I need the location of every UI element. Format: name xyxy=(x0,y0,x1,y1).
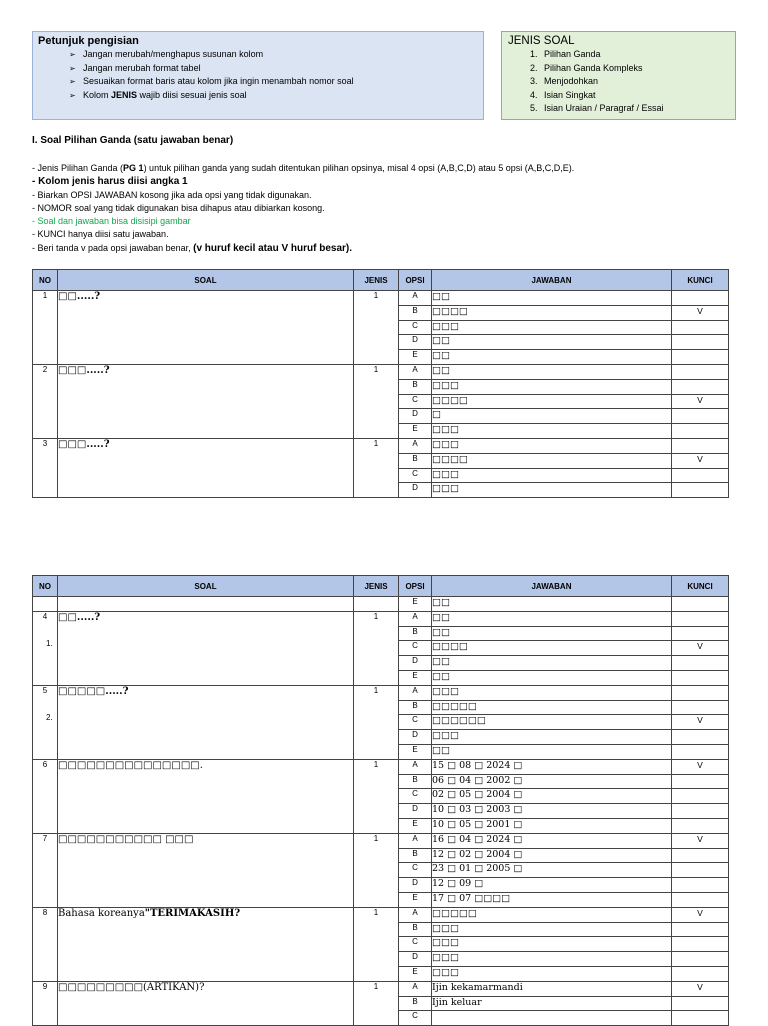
answer-text[interactable]: □□□ xyxy=(432,320,672,335)
jenis-soal-item: 4. Isian Singkat xyxy=(540,89,735,103)
answer-text[interactable]: □□□□ xyxy=(432,641,672,656)
arrow-bullet-icon: ➢ xyxy=(69,63,76,73)
petunjuk-title: Petunjuk pengisian xyxy=(38,35,139,47)
answer-key[interactable] xyxy=(672,863,729,878)
instructions xyxy=(32,162,752,255)
question-text: Bahasa koreanya xyxy=(58,907,145,919)
answer-key[interactable] xyxy=(672,892,729,907)
option-letter: E xyxy=(399,597,432,612)
answer-text[interactable]: □□□ xyxy=(432,922,672,937)
instruction-text: - Beri tanda v pada opsi jawaban benar, xyxy=(32,242,194,253)
answer-text[interactable]: □□□ xyxy=(432,468,672,483)
answer-key[interactable]: V xyxy=(672,453,729,468)
table-row xyxy=(33,685,729,700)
question-number: 2 xyxy=(33,364,58,438)
option-letter: D xyxy=(399,483,432,498)
answer-key[interactable] xyxy=(672,409,729,424)
question-text-cell[interactable] xyxy=(46,685,354,759)
question-text-cell[interactable] xyxy=(58,438,354,497)
answer-key[interactable]: V xyxy=(672,305,729,320)
option-letter: A xyxy=(399,611,432,626)
answer-text[interactable]: □□□ xyxy=(432,937,672,952)
question-number: 7 xyxy=(33,833,58,907)
answer-key[interactable]: V xyxy=(672,394,729,409)
answer-key[interactable] xyxy=(672,700,729,715)
table-row xyxy=(33,833,729,848)
answer-key[interactable] xyxy=(672,952,729,967)
answer-text[interactable]: 12 □ 09 □ xyxy=(432,878,672,893)
table-header-row xyxy=(33,270,729,291)
answer-key[interactable] xyxy=(672,364,729,379)
answer-key[interactable]: V xyxy=(672,641,729,656)
table-row xyxy=(33,438,729,453)
option-letter: A xyxy=(399,291,432,306)
col-header-opsi: OPSI xyxy=(399,576,432,597)
answer-key[interactable]: V xyxy=(672,907,729,922)
jenis-soal-item: 2. Pilihan Ganda Kompleks xyxy=(540,62,735,76)
instruction-text: ) untuk pilihan ganda yang sudah ditentukan pilihan opsinya, misal 4 opsi (A,B,C,D) atau 5 opsi (A,B,C,D,E). xyxy=(143,163,575,173)
col-header-jawaban: JAWABAN xyxy=(432,270,672,291)
answer-text[interactable]: 10 □ 03 □ 2003 □ xyxy=(432,804,672,819)
jenis-soal-list xyxy=(502,48,735,116)
answer-key[interactable] xyxy=(672,730,729,745)
petunjuk-item xyxy=(69,89,483,103)
instruction-line xyxy=(32,242,752,255)
question-table-2 xyxy=(32,575,729,1026)
option-letter: B xyxy=(399,922,432,937)
answer-text[interactable]: □□□ xyxy=(432,952,672,967)
answer-key[interactable] xyxy=(672,424,729,439)
question-text-cell[interactable] xyxy=(58,907,354,981)
answer-text[interactable]: 16 □ 04 □ 2024 □ xyxy=(432,833,672,848)
jenis-soal-item: 1. Pilihan Ganda xyxy=(540,48,735,62)
answer-text[interactable]: 15 □ 08 □ 2024 □ xyxy=(432,759,672,774)
option-letter: A xyxy=(399,981,432,996)
answer-key[interactable]: V xyxy=(672,981,729,996)
instruction-line: - Biarkan OPSI JAWABAN kosong jika ada opsi yang tidak digunakan. xyxy=(32,189,312,200)
instruction-line-green: - Soal dan jawaban bisa disisipi gambar xyxy=(32,216,191,227)
petunjuk-item-text: Jangan merubah format tabel xyxy=(83,62,201,73)
answer-text[interactable]: □□□ xyxy=(432,379,672,394)
table-row xyxy=(33,364,729,379)
answer-key[interactable] xyxy=(672,789,729,804)
answer-text[interactable]: □□ xyxy=(432,597,672,612)
option-letter: D xyxy=(399,878,432,893)
question-number: 9 xyxy=(33,981,58,1025)
petunjuk-item-text-post: wajib diisi sesuai jenis soal xyxy=(137,89,247,100)
answer-text[interactable]: 06 □ 04 □ 2002 □ xyxy=(432,774,672,789)
answer-text[interactable]: □□ xyxy=(432,364,672,379)
instruction-bold: PG 1 xyxy=(123,163,144,173)
option-letter: D xyxy=(399,656,432,671)
col-header-no: NO xyxy=(33,270,58,291)
question-jenis[interactable]: 1 xyxy=(354,981,399,1025)
option-letter: A xyxy=(399,438,432,453)
table-row xyxy=(33,759,729,774)
col-header-kunci: KUNCI xyxy=(672,270,729,291)
question-text-cell[interactable] xyxy=(58,364,354,438)
option-letter: E xyxy=(399,670,432,685)
answer-text[interactable]: □□□□□ xyxy=(432,700,672,715)
option-letter: A xyxy=(399,907,432,922)
answer-key[interactable] xyxy=(672,818,729,833)
question-number: 6 xyxy=(33,759,58,833)
question-subnumber: 2. xyxy=(46,712,53,722)
question-subnumber: 1. xyxy=(46,638,53,648)
col-header-no: NO xyxy=(33,576,58,597)
option-letter: D xyxy=(399,730,432,745)
option-letter: B xyxy=(399,700,432,715)
answer-key[interactable] xyxy=(672,848,729,863)
question-text-cell[interactable] xyxy=(46,611,354,685)
question-jenis[interactable]: 1 xyxy=(354,611,399,685)
answer-key[interactable] xyxy=(672,656,729,671)
answer-key[interactable] xyxy=(672,1011,729,1026)
option-letter: C xyxy=(399,468,432,483)
col-header-jawaban: JAWABAN xyxy=(432,576,672,597)
question-text-cell[interactable] xyxy=(58,597,354,612)
question-number: 1 xyxy=(33,291,58,365)
petunjuk-item xyxy=(69,75,483,89)
question-text: □□□.....? xyxy=(58,438,110,450)
answer-text[interactable]: □□□□□ xyxy=(432,907,672,922)
option-letter: A xyxy=(399,685,432,700)
answer-key[interactable] xyxy=(672,379,729,394)
option-letter: E xyxy=(399,350,432,365)
question-text-cell[interactable] xyxy=(58,759,354,833)
col-header-soal: SOAL xyxy=(58,576,354,597)
answer-key[interactable] xyxy=(672,937,729,952)
answer-key[interactable] xyxy=(672,966,729,981)
option-letter: B xyxy=(399,774,432,789)
option-letter: B xyxy=(399,626,432,641)
answer-text[interactable]: 17 □ 07 □□□□ xyxy=(432,892,672,907)
table-body-1 xyxy=(33,291,729,498)
answer-text[interactable]: □□□□ xyxy=(432,453,672,468)
answer-text[interactable]: 23 □ 01 □ 2005 □ xyxy=(432,863,672,878)
question-number: 3 xyxy=(33,438,58,497)
option-letter: A xyxy=(399,364,432,379)
table-row xyxy=(33,597,729,612)
jenis-soal-box xyxy=(501,31,736,120)
option-letter: C xyxy=(399,320,432,335)
answer-key[interactable] xyxy=(672,335,729,350)
option-letter: D xyxy=(399,952,432,967)
answer-key[interactable] xyxy=(672,438,729,453)
instruction-line: - KUNCI hanya diisi satu jawaban. xyxy=(32,229,169,240)
answer-text[interactable]: □□□ xyxy=(432,438,672,453)
option-letter: C xyxy=(399,394,432,409)
question-text: □□□□□□□□□□□□□□□. xyxy=(58,759,203,771)
answer-text[interactable]: 02 □ 05 □ 2004 □ xyxy=(432,789,672,804)
answer-text[interactable]: □□ xyxy=(432,291,672,306)
question-text: □□.....? xyxy=(58,291,101,302)
answer-text[interactable]: □□□ xyxy=(432,483,672,498)
instruction-line-bold: - Kolom jenis harus diisi angka 1 xyxy=(32,176,188,188)
option-letter: E xyxy=(399,892,432,907)
petunjuk-list xyxy=(33,48,483,102)
option-letter: A xyxy=(399,833,432,848)
answer-text[interactable]: □□ xyxy=(432,656,672,671)
question-text-cell[interactable] xyxy=(58,833,354,907)
question-text-cell[interactable] xyxy=(58,291,354,365)
answer-key[interactable] xyxy=(672,804,729,819)
answer-key[interactable] xyxy=(672,597,729,612)
answer-text[interactable]: 10 □ 05 □ 2001 □ xyxy=(432,818,672,833)
table-body-2 xyxy=(33,597,729,1026)
option-letter: A xyxy=(399,759,432,774)
table-row xyxy=(33,611,729,626)
question-number xyxy=(33,597,58,612)
answer-text[interactable] xyxy=(432,1011,672,1026)
option-letter: B xyxy=(399,379,432,394)
answer-key[interactable] xyxy=(672,996,729,1011)
answer-key[interactable] xyxy=(672,878,729,893)
jenis-soal-item: 3. Menjodohkan xyxy=(540,75,735,89)
answer-text[interactable]: Ijin kekamarmandi xyxy=(432,981,672,996)
instruction-line: - NOMOR soal yang tidak digunakan bisa dihapus atau dibiarkan kosong. xyxy=(32,202,325,213)
answer-text[interactable]: □□□ xyxy=(432,966,672,981)
arrow-bullet-icon: ➢ xyxy=(69,77,76,86)
answer-text[interactable]: □□ xyxy=(432,350,672,365)
question-number: 4 xyxy=(33,611,58,685)
answer-key[interactable] xyxy=(672,685,729,700)
option-letter: C xyxy=(399,641,432,656)
question-table-1 xyxy=(32,269,729,498)
answer-text[interactable]: □□□ xyxy=(432,685,672,700)
answer-text[interactable]: □□ xyxy=(432,335,672,350)
answer-text[interactable]: □□□ xyxy=(432,424,672,439)
question-text: □□□□□□□□□□□ □□□ xyxy=(58,833,194,845)
answer-text[interactable]: □□□□ xyxy=(432,394,672,409)
petunjuk-item-text-bold: JENIS xyxy=(111,89,138,100)
option-letter: D xyxy=(399,409,432,424)
table-row xyxy=(33,907,729,922)
option-letter: C xyxy=(399,863,432,878)
petunjuk-item-text: Jangan merubah/menghapus susunan kolom xyxy=(83,49,264,59)
question-text-cell[interactable] xyxy=(58,981,354,1025)
question-jenis[interactable]: 1 xyxy=(354,364,399,438)
option-letter: C xyxy=(399,715,432,730)
answer-key[interactable]: V xyxy=(672,833,729,848)
petunjuk-item xyxy=(69,48,483,62)
col-header-opsi: OPSI xyxy=(399,270,432,291)
col-header-jenis: JENIS xyxy=(354,270,399,291)
col-header-kunci: KUNCI xyxy=(672,576,729,597)
option-letter: B xyxy=(399,996,432,1011)
answer-key[interactable] xyxy=(672,483,729,498)
option-letter: C xyxy=(399,789,432,804)
petunjuk-item-text: Sesuaikan format baris atau kolom jika ingin menambah nomor soal xyxy=(83,76,354,86)
answer-text[interactable]: □□ xyxy=(432,670,672,685)
col-header-jenis: JENIS xyxy=(354,576,399,597)
arrow-bullet-icon: ➢ xyxy=(69,90,76,100)
question-jenis[interactable] xyxy=(354,597,399,612)
answer-text[interactable]: Ijin keluar xyxy=(432,996,672,1011)
answer-key[interactable] xyxy=(672,291,729,306)
option-letter: B xyxy=(399,305,432,320)
question-text: □□□□□□□□□(ARTIKAN)? xyxy=(58,981,205,993)
answer-text[interactable]: 12 □ 02 □ 2004 □ xyxy=(432,848,672,863)
question-jenis[interactable]: 1 xyxy=(354,685,399,759)
instruction-text: - Jenis Pilihan Ganda ( xyxy=(32,163,124,173)
question-text: □□□□□.....? xyxy=(58,685,129,697)
answer-text[interactable]: □ xyxy=(432,409,672,424)
instruction-line xyxy=(32,162,752,175)
table-row xyxy=(33,291,729,306)
answer-key[interactable] xyxy=(672,744,729,759)
question-jenis[interactable]: 1 xyxy=(354,833,399,907)
option-letter: E xyxy=(399,744,432,759)
arrow-bullet-icon: ➢ xyxy=(69,50,76,59)
answer-key[interactable] xyxy=(672,670,729,685)
jenis-soal-item: 5. Isian Uraian / Paragraf / Essai xyxy=(540,102,735,116)
section-title: I. Soal Pilihan Ganda (satu jawaban benar) xyxy=(32,135,234,146)
option-letter: E xyxy=(399,966,432,981)
answer-text[interactable]: □□ xyxy=(432,744,672,759)
answer-text[interactable]: □□□ xyxy=(432,730,672,745)
answer-key[interactable]: V xyxy=(672,759,729,774)
question-text: □□□.....? xyxy=(58,364,110,376)
answer-key[interactable] xyxy=(672,626,729,641)
col-header-soal: SOAL xyxy=(58,270,354,291)
option-letter: E xyxy=(399,424,432,439)
answer-text[interactable]: □□ xyxy=(432,611,672,626)
answer-text[interactable]: □□□□□□ xyxy=(432,715,672,730)
petunjuk-pengisian-box xyxy=(32,31,484,120)
answer-key[interactable] xyxy=(672,611,729,626)
petunjuk-item-text-pre: Kolom xyxy=(83,89,112,100)
answer-key[interactable] xyxy=(672,774,729,789)
question-jenis[interactable]: 1 xyxy=(354,907,399,981)
option-letter: B xyxy=(399,848,432,863)
petunjuk-item xyxy=(69,62,483,76)
answer-key[interactable]: V xyxy=(672,715,729,730)
option-letter: C xyxy=(399,1011,432,1026)
option-letter: D xyxy=(399,335,432,350)
jenis-soal-title: JENIS SOAL xyxy=(508,35,575,47)
question-number: 5 xyxy=(33,685,58,759)
answer-key[interactable] xyxy=(672,922,729,937)
question-jenis[interactable]: 1 xyxy=(354,438,399,497)
question-text-bold: "TERIMAKASIH? xyxy=(144,907,241,919)
question-jenis[interactable]: 1 xyxy=(354,291,399,365)
question-jenis[interactable]: 1 xyxy=(354,759,399,833)
answer-key[interactable] xyxy=(672,350,729,365)
answer-key[interactable] xyxy=(672,468,729,483)
option-letter: B xyxy=(399,453,432,468)
question-number: 8 xyxy=(33,907,58,981)
table-row xyxy=(33,981,729,996)
table-header-row xyxy=(33,576,729,597)
option-letter: D xyxy=(399,804,432,819)
answer-text[interactable]: □□ xyxy=(432,626,672,641)
option-letter: C xyxy=(399,937,432,952)
instruction-bold: (v huruf kecil atau V huruf besar). xyxy=(193,242,353,254)
question-text: □□.....? xyxy=(58,611,101,623)
answer-key[interactable] xyxy=(672,320,729,335)
answer-text[interactable]: □□□□ xyxy=(432,305,672,320)
option-letter: E xyxy=(399,818,432,833)
